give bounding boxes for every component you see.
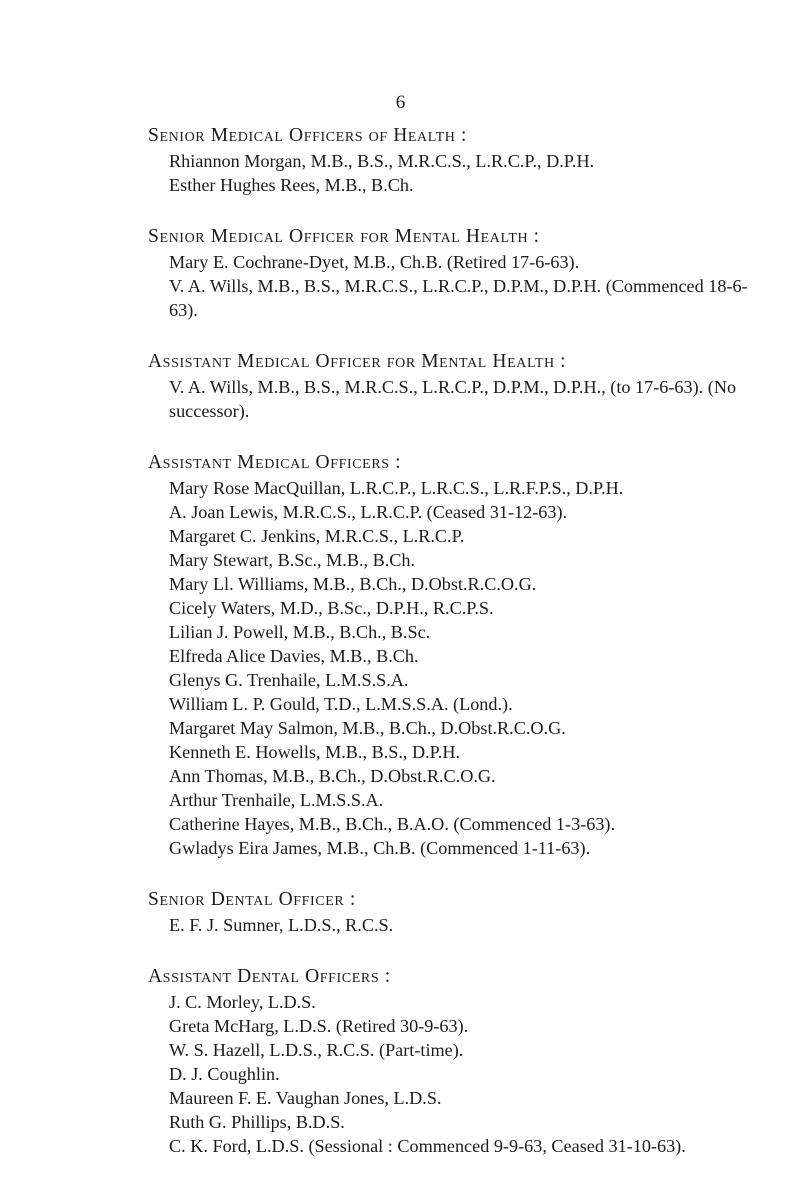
entry-list [148, 913, 768, 937]
staff-entry: D. J. Coughlin. [169, 1064, 280, 1084]
entry-list [148, 250, 768, 322]
staff-entry: Arthur Trenhaile, L.M.S.S.A. [169, 790, 384, 810]
staff-entry: Margaret May Salmon, M.B., B.Ch., D.Obst.R.C.O.G. [169, 718, 566, 738]
section-heading: Assistant Medical Officers : [148, 452, 402, 473]
staff-entry: Mary Ll. Williams, M.B., B.Ch., D.Obst.R.C.O.G. [169, 574, 537, 594]
staff-entry: Kenneth E. Howells, M.B., B.S., D.P.H. [169, 742, 461, 762]
section-assistant-medical-officer-mental-health [148, 350, 768, 423]
section-heading: Assistant Medical Officer for Mental Health : [148, 351, 567, 372]
staff-entry: Ann Thomas, M.B., B.Ch., D.Obst.R.C.O.G. [169, 766, 496, 786]
entry-list [148, 476, 768, 860]
staff-entry: V. A. Wills, M.B., B.S., M.R.C.S., L.R.C.P., D.P.M., D.P.H., (to 17-6-63). (No successor). [169, 377, 737, 421]
section-senior-medical-officer-mental-health [148, 225, 768, 322]
staff-entry: Elfreda Alice Davies, M.B., B.Ch. [169, 646, 419, 666]
section-senior-dental-officer [148, 888, 768, 937]
page-number: 6 [395, 92, 406, 113]
staff-entry: Cicely Waters, M.D., B.Sc., D.P.H., R.C.P.S. [169, 598, 494, 618]
staff-entry: Margaret C. Jenkins, M.R.C.S., L.R.C.P. [169, 526, 465, 546]
staff-entry: E. F. J. Sumner, L.D.S., R.C.S. [169, 915, 394, 935]
staff-list [148, 124, 768, 1186]
staff-entry: William L. P. Gould, T.D., L.M.S.S.A. (Lond.). [169, 694, 513, 714]
section-heading: Assistant Dental Officers : [148, 966, 391, 987]
staff-entry: Lilian J. Powell, M.B., B.Ch., B.Sc. [169, 622, 431, 642]
staff-entry: Greta McHarg, L.D.S. (Retired 30-9-63). [169, 1016, 469, 1036]
section-assistant-dental-officers [148, 965, 768, 1158]
entry-list [148, 149, 768, 197]
entry-list [148, 990, 768, 1158]
staff-entry: V. A. Wills, M.B., B.S., M.R.C.S., L.R.C.P., D.P.M., D.P.H. (Commenced 18-6-63). [169, 276, 748, 320]
section-heading: Senior Medical Officer for Mental Health : [148, 226, 540, 247]
staff-entry: Esther Hughes Rees, M.B., B.Ch. [169, 175, 414, 195]
section-heading: Senior Medical Officers of Health : [148, 125, 467, 146]
section-senior-medical-officers-of-health [148, 124, 768, 197]
staff-entry: Ruth G. Phillips, B.D.S. [169, 1112, 345, 1132]
entry-list [148, 375, 768, 423]
staff-entry: Mary Stewart, B.Sc., M.B., B.Ch. [169, 550, 416, 570]
staff-entry: C. K. Ford, L.D.S. (Sessional : Commenced 9-9-63, Ceased 31-10-63). [169, 1136, 686, 1156]
staff-entry: Mary E. Cochrane-Dyet, M.B., Ch.B. (Retired 17-6-63). [169, 252, 580, 272]
staff-entry: Gwladys Eira James, M.B., Ch.B. (Commenced 1-11-63). [169, 838, 591, 858]
staff-entry: J. C. Morley, L.D.S. [169, 992, 316, 1012]
staff-entry: Glenys G. Trenhaile, L.M.S.S.A. [169, 670, 409, 690]
staff-entry: A. Joan Lewis, M.R.C.S., L.R.C.P. (Ceased 31-12-63). [169, 502, 568, 522]
staff-entry: W. S. Hazell, L.D.S., R.C.S. (Part-time). [169, 1040, 464, 1060]
staff-entry: Catherine Hayes, M.B., B.Ch., B.A.O. (Commenced 1-3-63). [169, 814, 616, 834]
staff-entry: Mary Rose MacQuillan, L.R.C.P., L.R.C.S., L.R.F.P.S., D.P.H. [169, 478, 624, 498]
staff-entry: Maureen F. E. Vaughan Jones, L.D.S. [169, 1088, 442, 1108]
section-assistant-medical-officers [148, 451, 768, 860]
staff-entry: Rhiannon Morgan, M.B., B.S., M.R.C.S., L.R.C.P., D.P.H. [169, 151, 595, 171]
section-heading: Senior Dental Officer : [148, 889, 356, 910]
